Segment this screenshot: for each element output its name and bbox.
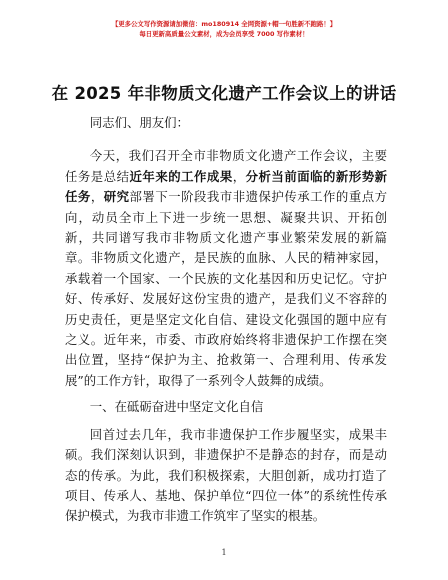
paragraph-1-bold-1: 近年来的工作成果 [129, 168, 233, 184]
greeting: 同志们、朋友们： [89, 115, 189, 130]
promo-banner-line-2: 每日更新高质量公文素材，成为会员享受 7000 写作素材！ [139, 30, 309, 38]
paragraph-1-text-4: 部署下一阶段我市非遗保护传承工作的重点方向，动员全市上下进一步统一思想、凝聚共识、开拓创新，共同谱写我市非物质文化遗产事业繁荣发展的新篇章。非物质文化遗产，是民族的血脉、人民的精神家园，承载着一个国家、一个民族的文化基因和历史记忆。守护好、传承好、发展好这份宝贵的遗产，是我们义不容辞的历史责任，更是坚定文化自信、建设文化强国的题中应有之义。近年来，市委、市政府始终将非遗保护工作摆在突出位置，坚持“保护为主、抢救第一、合理利用、传承发展”的工作方针，取得了一系列令人鼓舞的成绩。 [65, 189, 388, 388]
document-body [65, 113, 387, 527]
paragraph-1-text-3: ， [90, 189, 104, 205]
promo-banner [0, 20, 448, 39]
paragraph-1-text-1: 今天，我们召开全市非物质文化遗产工作会议，主要任务是总结 [65, 148, 387, 184]
section-heading-1: 一、在砥砺奋进中坚定文化自信 [89, 399, 264, 415]
paragraph-1 [65, 146, 387, 391]
paragraph-1-bold-3: 研究 [103, 189, 130, 205]
paragraph-1-text-2: ， [232, 168, 246, 184]
paragraph-2: 回首过去几年，我市非遗保护工作步履坚实，成果丰硕。我们深刻认识到，非遗保护不是静态的封存，而是动态的传承。为此，我们积极探索，大胆创新，成功打造了项目、传承人、基地、保护单位“四位一体”的系统性传承保护模式，为我市非遗工作筑牢了坚实的根基。 [65, 426, 387, 524]
paragraph-1-bold-2: 分析当前面临的新形势新任务 [65, 168, 388, 205]
page-number: 1 [221, 548, 227, 557]
promo-banner-line-1: 【更多公文写作资源请加微信：mo180914 全网资源+帽一句胜新不跑路！】 [111, 20, 337, 28]
document-title: 在 2025 年非物质文化遗产工作会议上的讲话 [51, 84, 397, 103]
